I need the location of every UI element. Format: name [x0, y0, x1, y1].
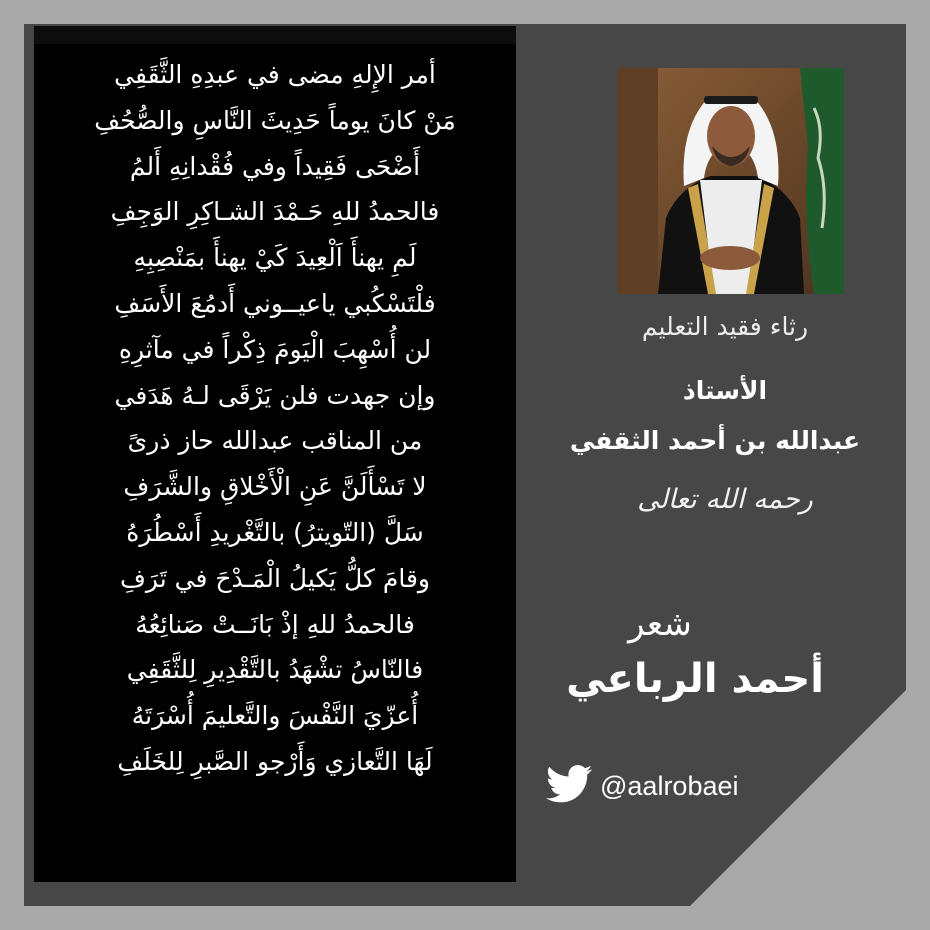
poem-line: أُعزّيَ النَّفْسَ والتَّعليمَ أُسْرَتَهُ — [131, 701, 419, 731]
prayer-text: رحمه الله تعالى — [637, 484, 813, 515]
poem-line: وإن جهدت فلن يَرْقَى لـهُ هَدَفي — [114, 380, 436, 410]
poem-line: فالنّاسُ تشْهَدُ بالتَّقْدِيرِ لِلثَّقَفِي — [126, 655, 424, 685]
poem-line: فلْتَسْكُبي ياعيــوني أَدمُعَ الأَسَفِ — [114, 288, 436, 318]
poem-line: فالحمدُ للهِ حَـمْدَ الشـاكِرِ الوَجِفِ — [110, 197, 440, 227]
poem-line: أَضْحَى فَقِيداً وفي فُقْدانِهِ أَلمُ — [129, 151, 421, 181]
poetry-label: شعر — [628, 604, 692, 644]
poem-line: من المناقب عبدالله حاز ذرىً — [127, 426, 423, 456]
poem-line: لن أُسْهِبَ الْيَومَ ذِكْراً في مآثرِهِ — [118, 334, 432, 364]
poem-line: لَهَا التَّعازي وَأَرْجو الصَّبرِ لِلخَلَفِ — [117, 746, 433, 776]
poem-line: لا تَسْأَلَنَّ عَنِ الْأَخْلاقِ والشَّرَفِ — [123, 472, 427, 502]
portrait-photo — [618, 68, 844, 294]
poet-name: أحمد الرباعي — [566, 656, 824, 702]
poem-line: فالحمدُ للهِ إذْ بَانَــتْ صَنائِعُهُ — [135, 609, 415, 639]
poem-line: لَمِ يهنأَ اَلْعِيدَ كَيْ يهنأَ بمَنْصِبِهِ — [133, 243, 417, 273]
twitter-handle[interactable]: @aalrobaei — [600, 770, 739, 801]
poem-panel-top-strip — [34, 26, 516, 44]
poem-line: مَنْ كانَ يوماً حَدِيثَ النَّاسِ والصُّحُفِ — [94, 105, 456, 135]
poem-line: سَلَّ (التّويترُ) بالتَّغْريدِ أَسْطُرَهُ — [126, 517, 424, 547]
social-handle[interactable] — [546, 762, 739, 810]
poem-line: وقامَ كلُّ يَكيلُ الْمَـدْحَ في تَرَفِ — [120, 563, 430, 593]
title-label: الأستاذ — [682, 376, 768, 405]
poem-text — [44, 52, 506, 785]
deceased-name: عبدالله بن أحمد الثقفي — [569, 426, 861, 455]
caption-text: رثاء فقيد التعليم — [641, 312, 809, 341]
poem-line: أمر الإِلهِ مضى في عبدِهِ الثَّقَفِي — [114, 60, 436, 89]
twitter-icon — [546, 764, 592, 808]
